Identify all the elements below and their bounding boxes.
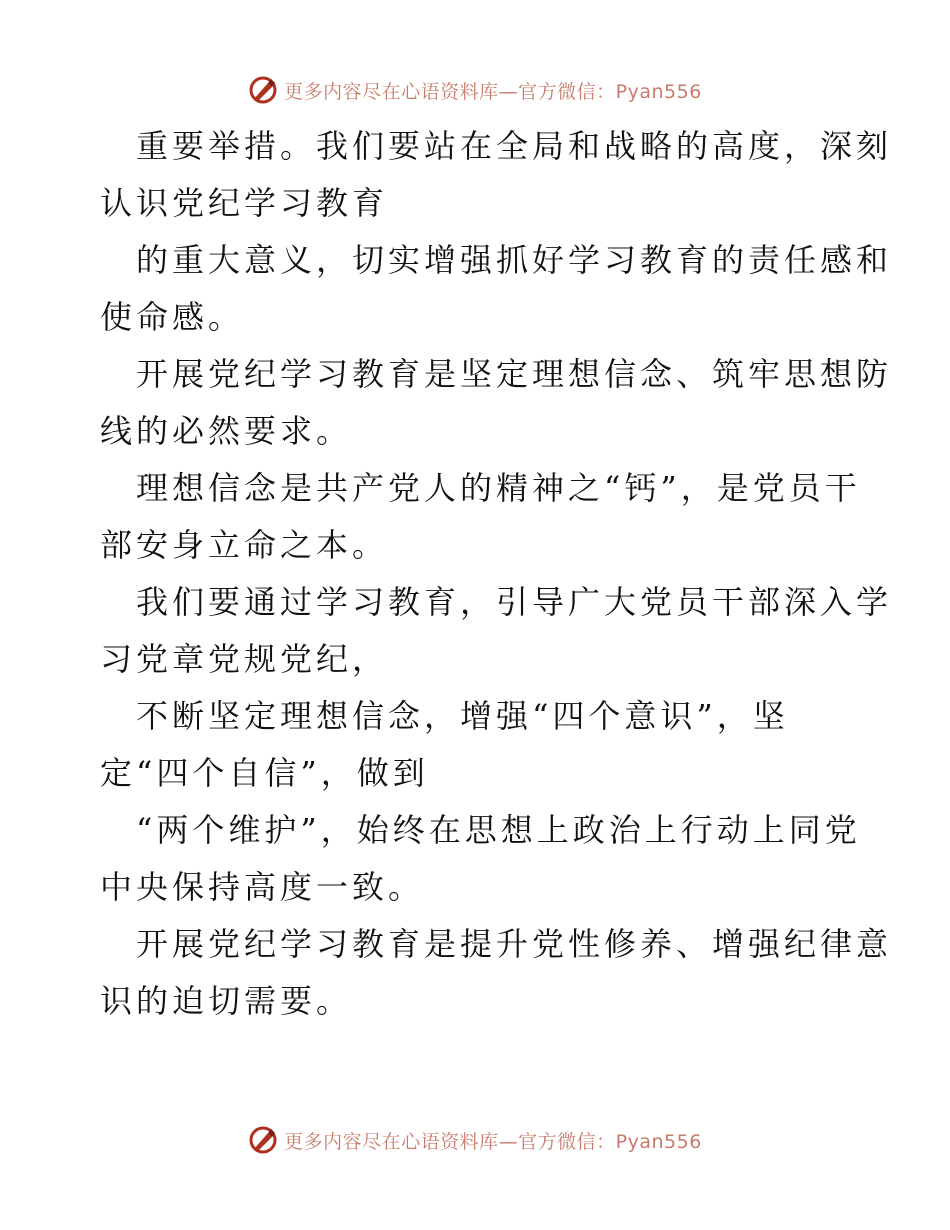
paragraph-line: 理想信念是共产党人的精神之“钙”，是党员干 xyxy=(136,469,861,507)
paragraph xyxy=(100,802,860,916)
paragraph xyxy=(100,460,860,574)
paragraph-line: 不断坚定理想信念，增强“四个意识”，坚 xyxy=(136,697,789,735)
paragraph-line: 使命感。 xyxy=(100,298,245,336)
paragraph xyxy=(100,118,893,232)
header-banner-text: 更多内容尽在心语资料库—官方微信：Pyan556 xyxy=(284,80,702,103)
paragraph-line: 中央保持高度一致。 xyxy=(100,868,425,906)
paragraph xyxy=(100,346,893,460)
paragraph-line: 开展党纪学习教育是坚定理想信念、筑牢思想防 xyxy=(136,355,893,393)
paragraph-line: 习党章党规党纪， xyxy=(100,640,389,678)
pen-logo-icon xyxy=(248,1125,278,1155)
paragraph-line: 认识党纪学习教育 xyxy=(100,184,389,222)
paragraph-line: 部安身立命之本。 xyxy=(100,526,389,564)
paragraph xyxy=(100,688,860,802)
paragraph-line: 开展党纪学习教育是提升党性修养、增强纪律意 xyxy=(136,925,893,963)
paragraph-line: “两个维护”，始终在思想上政治上行动上同党 xyxy=(136,811,861,849)
document-body xyxy=(100,118,893,1030)
paragraph-line: 线的必然要求。 xyxy=(100,412,353,450)
paragraph xyxy=(100,232,893,346)
footer-banner-text: 更多内容尽在心语资料库—官方微信：Pyan556 xyxy=(284,1130,702,1153)
footer-banner xyxy=(0,1120,950,1160)
paragraph-line: 定“四个自信”，做到 xyxy=(100,754,429,792)
paragraph xyxy=(100,574,893,688)
paragraph-line: 我们要通过学习教育，引导广大党员干部深入学 xyxy=(136,583,893,621)
pen-logo-icon xyxy=(248,75,278,105)
paragraph-line: 的重大意义，切实增强抓好学习教育的责任感和 xyxy=(136,241,893,279)
paragraph-line: 识的迫切需要。 xyxy=(100,982,353,1020)
paragraph xyxy=(100,916,893,1030)
paragraph-line: 重要举措。我们要站在全局和战略的高度，深刻 xyxy=(136,127,893,165)
header-banner xyxy=(0,70,950,110)
